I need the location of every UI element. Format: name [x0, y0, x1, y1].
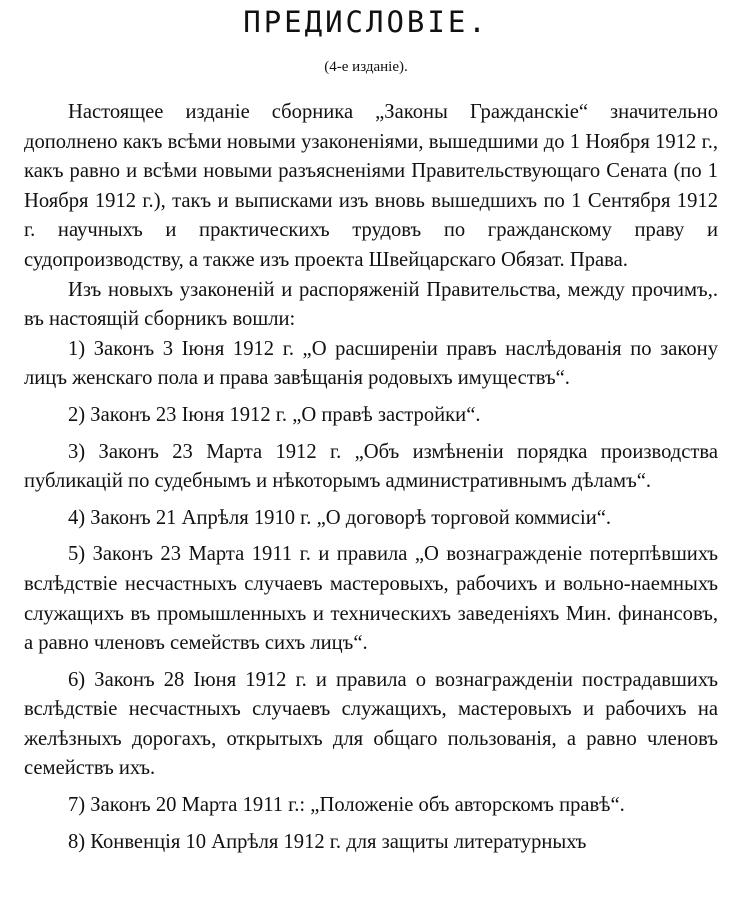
edition-note: (4-е изданіе). — [324, 59, 408, 75]
list-item: 6) Законъ 28 Іюня 1912 г. и правила о вознагражденіи пострадавшихъ вслѣдствіе несчастныхъ случаевъ служащихъ, мастеровыхъ и рабочихъ на желѣзныхъ дорогахъ, открытыхъ для общаго пользованія, а равно членовъ семействъ ихъ. — [24, 668, 718, 780]
page-title: ПРЕДИСЛОВІЕ. — [243, 5, 489, 39]
list-item: 2) Законъ 23 Іюня 1912 г. „О правѣ застройки“. — [68, 403, 481, 426]
intro-paragraph: Настоящее изданіе сборника „Законы Гражданскіе“ значительно дополнено какъ всѣми новыми узаконеніями, вышедшими до 1 Ноября 1912 г., какъ равно и всѣми новыми разъясненіями Правительствующаго Сената (по 1 Ноября 1912 г.), такъ и выписками изъ вновь вышедшихъ по 1 Сентября 1912 г. научныхъ и практическихъ трудовъ по гражданскому праву и судопроизводству, а также изъ проекта Швейцарскаго Обязат. Права. — [24, 101, 718, 271]
list-item: 3) Законъ 23 Марта 1912 г. „Объ измѣненіи порядка производства публикацій по судебнымъ и нѣкоторымъ административнымъ дѣламъ“. — [24, 440, 718, 493]
lead-paragraph: Изъ новыхъ узаконеній и распоряженій Правительства, между прочимъ,. въ настоящій сборникъ вошли: — [24, 278, 718, 331]
list-item: 1) Законъ 3 Іюня 1912 г. „О расширеніи правъ наслѣдованія по закону лицъ женскаго пола и права завѣщанія родовыхъ имуществъ“. — [24, 337, 718, 390]
list-item: 7) Законъ 20 Марта 1911 г.: „Положеніе объ авторскомъ правѣ“. — [68, 794, 625, 817]
list-item: 8) Конвенція 10 Апрѣля 1912 г. для защиты литературныхъ — [68, 830, 587, 853]
list-item: 4) Законъ 21 Апрѣля 1910 г. „О договорѣ торговой коммисіи“. — [68, 506, 611, 529]
document-body — [24, 98, 718, 857]
list-item: 5) Законъ 23 Марта 1911 г. и правила „О вознагражденіе потерпѣвшихъ вслѣдствіе несчастныхъ случаевъ мастеровыхъ, рабочихъ и вольно-наемныхъ служащихъ въ промышленныхъ и техническихъ заведеніяхъ Мин. финансовъ, а равно членовъ семействъ сихъ лицъ“. — [24, 543, 718, 655]
